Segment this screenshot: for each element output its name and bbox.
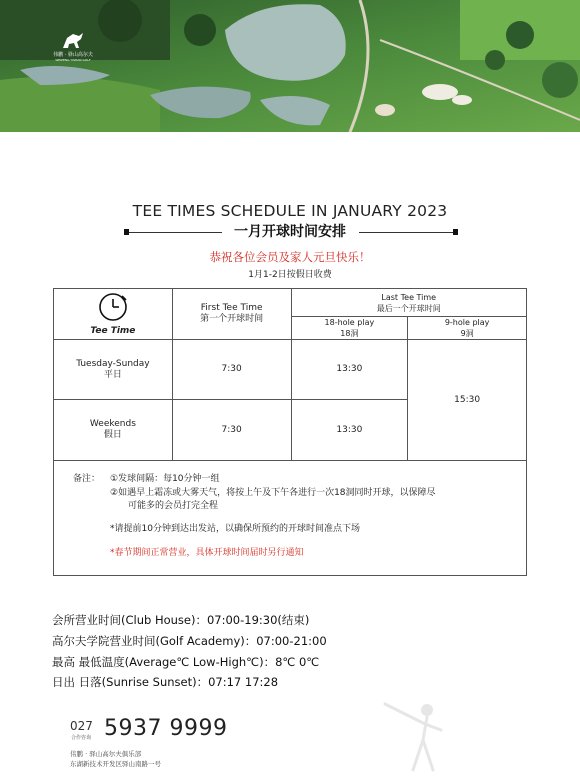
weekend-first-tee: 7:30 bbox=[172, 400, 291, 461]
brand-name-cn: 伟鹏 · 驿山高尔夫 bbox=[53, 52, 93, 58]
clock-icon bbox=[88, 292, 138, 328]
last-9-hole-time: 15:30 bbox=[408, 340, 527, 461]
hole18-header-en: 18-hole play bbox=[324, 318, 375, 327]
weekend-label-cn: 假日 bbox=[103, 430, 122, 440]
greeting-text: 恭祝各位会员及家人元旦快乐！ bbox=[209, 250, 371, 264]
notes-box bbox=[53, 459, 527, 576]
note-tee-interval: ①发球间隔：每10分钟一组 bbox=[110, 474, 220, 484]
academy-hours: 高尔夫学院营业时间(Golf Academy)：07:00-21:00 bbox=[52, 634, 327, 648]
sunrise-sunset-info: 日出 日落(Sunrise Sunset)：07:17 17:28 bbox=[52, 675, 279, 689]
note-frost-fog: ②如遇早上霜冻或大雾天气，将按上午及下午各进行一次18洞同时开球，以保障尽 bbox=[110, 488, 436, 498]
weekend-label-en: Weekends bbox=[89, 419, 136, 429]
hole9-header-cn: 9洞 bbox=[460, 329, 474, 338]
weekday-first-tee: 7:30 bbox=[172, 340, 291, 400]
note-frost-fog-cont: 可能多的会员打完全程 bbox=[128, 501, 219, 511]
temperature-info: 最高 最低温度(Average℃ Low-High℃)：8℃ 0℃ bbox=[52, 655, 320, 669]
first-tee-header-cn: 第一个开球时间 bbox=[200, 314, 264, 324]
weekday-label bbox=[54, 340, 173, 400]
hole18-header-cn: 18洞 bbox=[340, 329, 359, 338]
table-row bbox=[54, 340, 527, 400]
last-tee-header-cn: 最后一个开球时间 bbox=[376, 303, 441, 313]
club-address: 东湖新技术开发区驿山南路一号 bbox=[70, 760, 161, 768]
first-tee-header-en: First Tee Time bbox=[200, 303, 263, 313]
hole9-header bbox=[408, 317, 527, 340]
holiday-pricing-note: 1月1-2日按假日收费 bbox=[248, 270, 332, 280]
tee-time-logo-text: Tee Time bbox=[90, 325, 136, 336]
clubhouse-hours: 会所营业时间(Club House)：07:00-19:30(结束) bbox=[52, 613, 310, 627]
notes-label: 备注： bbox=[73, 474, 101, 484]
note-arrive-early: *请提前10分钟到达出发站，以确保所预约的开球时间准点下场 bbox=[110, 524, 360, 534]
golf-course-aerial-image bbox=[0, 0, 580, 132]
hole18-header bbox=[291, 317, 408, 340]
note-spring-festival: *春节期间正常营业，具体开球时间届时另行通知 bbox=[110, 548, 304, 558]
horse-logo-icon bbox=[59, 30, 87, 52]
page-title-en: TEE TIMES SCHEDULE IN JANUARY 2023 bbox=[132, 202, 448, 220]
tee-time-logo-cell bbox=[54, 289, 173, 340]
tee-time-table bbox=[53, 288, 527, 461]
divider-dot-right bbox=[453, 229, 458, 235]
phone-number: 5937 9999 bbox=[104, 716, 228, 741]
brand-logo bbox=[50, 30, 96, 62]
weekend-last-18: 13:30 bbox=[291, 400, 408, 461]
phone-sub-label: 合作咨询 bbox=[71, 735, 92, 741]
last-tee-header-en: Last Tee Time bbox=[381, 292, 437, 302]
hole9-header-en: 9-hole play bbox=[444, 318, 490, 327]
weekday-last-18: 13:30 bbox=[291, 340, 408, 400]
club-name: 伟鹏 · 驿山高尔夫俱乐部 bbox=[70, 750, 142, 758]
brand-name-en: WEIPENG YISHAN GOLF bbox=[55, 58, 91, 62]
phone-area-code: 027 bbox=[70, 719, 93, 733]
weekday-label-en: Tuesday-Sunday bbox=[76, 358, 150, 369]
golfer-silhouette-icon bbox=[375, 700, 465, 776]
page-title-cn: 一月开球时间安排 bbox=[234, 224, 346, 240]
last-tee-header bbox=[291, 289, 526, 317]
weekday-label-cn: 平日 bbox=[103, 369, 122, 380]
hero-banner bbox=[0, 0, 580, 132]
weekend-label bbox=[54, 400, 173, 461]
title-divider-right bbox=[359, 232, 455, 233]
first-tee-header bbox=[172, 289, 291, 340]
